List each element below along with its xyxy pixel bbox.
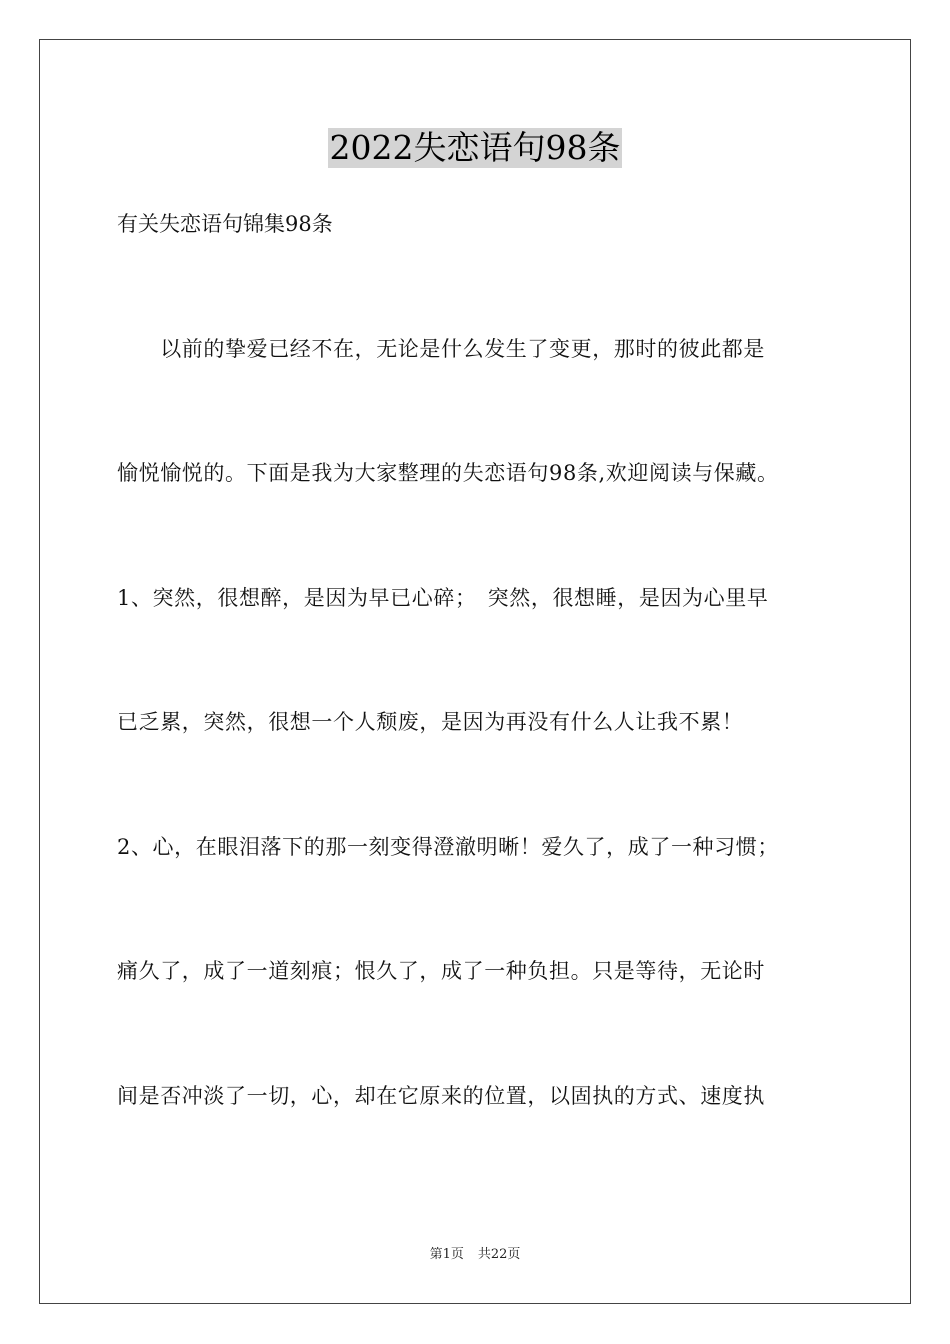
page-footer: [0, 1246, 950, 1264]
document-subtitle: 有关失恋语句锦集98条: [117, 212, 333, 236]
document-title: 2022失恋语句98条: [329, 128, 621, 167]
body-line: 痛久了，成了一道刻痕；恨久了，成了一种负担。只是等待，无论时: [117, 959, 765, 983]
body-line: 愉悦愉悦的。下面是我为大家整理的失恋语句98条,欢迎阅读与保藏。: [117, 461, 779, 485]
body-line: 2、心，在眼泪落下的那一刻变得澄澈明晰！爱久了，成了一种习惯；: [117, 835, 779, 859]
body-line: 间是否冲淡了一切，心，却在它原来的位置，以固执的方式、速度执: [117, 1084, 765, 1108]
page-number: 第1页: [429, 1247, 464, 1262]
body-line: 以前的挚爱已经不在，无论是什么发生了变更，那时的彼此都是: [117, 337, 765, 361]
title-container: [0, 128, 950, 168]
page-total: 共22页: [477, 1247, 521, 1262]
body-line: 已乏累，突然，很想一个人颓废，是因为再没有什么人让我不累！: [117, 710, 744, 734]
body-line: 1、突然，很想醉，是因为早已心碎； 突然，很想睡，是因为心里早: [117, 586, 769, 610]
